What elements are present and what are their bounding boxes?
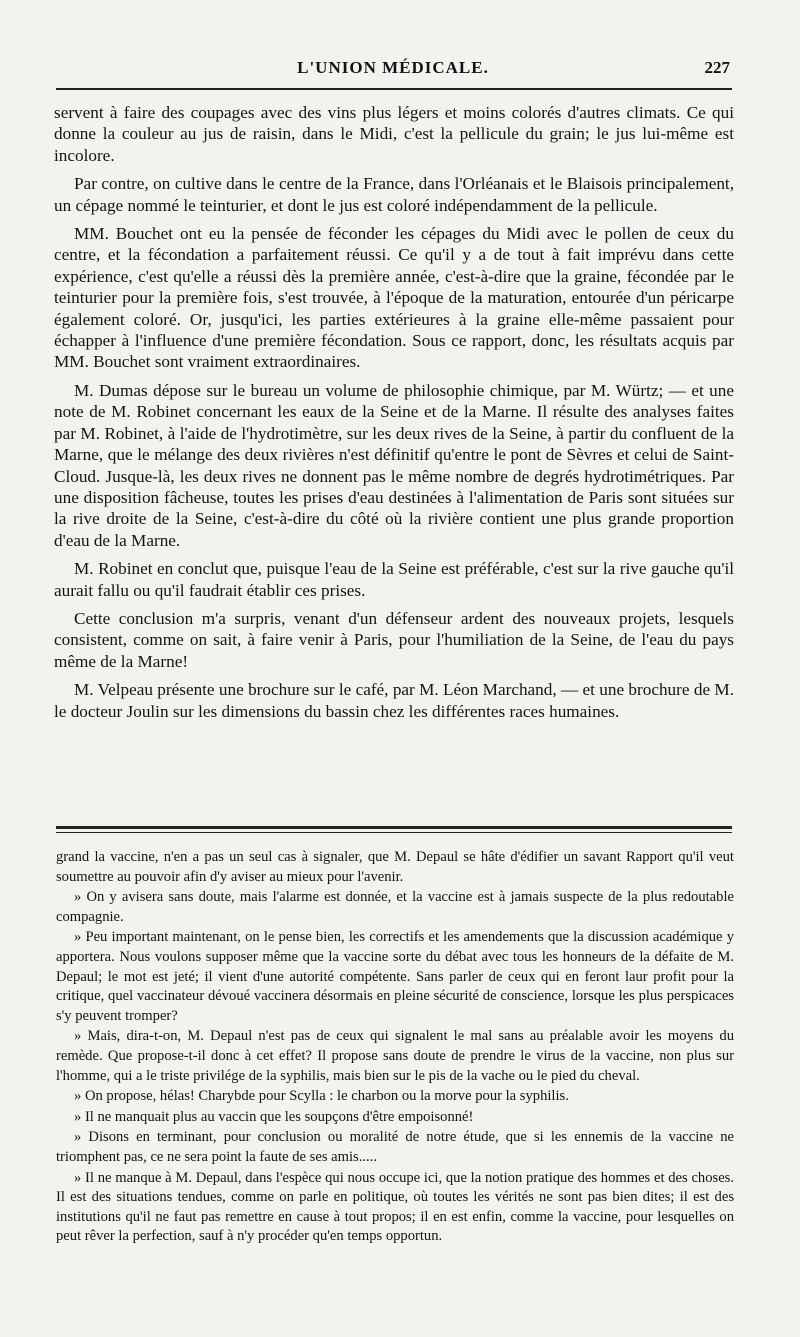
header-rule [56, 88, 732, 90]
paragraph: M. Robinet en conclut que, puisque l'eau de la Seine est préférable, c'est sur la rive gauche qu'il aurait fallu ou qu'il faudrait établir ces prises. [54, 559, 734, 600]
paragraph: » Disons en terminant, pour conclusion ou moralité de notre étude, que si les ennemis de la vaccine ne triomphent pas, ce ne sera point la faute de ses amis..... [56, 1129, 734, 1165]
paragraph: grand la vaccine, n'en a pas un seul cas à signaler, que M. Depaul se hâte d'édifier un savant Rapport qu'il veut soumettre au pouvoir afin d'y aviser au mieux pour l'avenir. [56, 849, 734, 885]
paragraph: M. Velpeau présente une brochure sur le café, par M. Léon Marchand, — et une brochure de M. le docteur Joulin sur les dimensions du bassin chez les différentes races humaines. [54, 680, 734, 721]
paragraph: » On y avisera sans doute, mais l'alarme est donnée, et la vaccine est à jamais suspecte de la plus redoutable compagnie. [56, 889, 734, 925]
main-text [54, 102, 734, 729]
feuilleton-text [56, 848, 734, 1248]
feuilleton-separator [56, 826, 732, 833]
paragraph: » Mais, dira-t-on, M. Depaul n'est pas de ceux qui signalent le mal sans au préalable avoir les moyens du remède. Que propose-t-il donc à cet effet? Il propose sans doute de prendre le virus de la vaccine, non plus sur l'homme, qui a le triste privilége de la syphilis, mais bien sur le pis de la vache ou le pied du cheval. [56, 1028, 734, 1084]
paragraph: Par contre, on cultive dans le centre de la France, dans l'Orléanais et le Blaisois principalement, un cépage nommé le teinturier, et dont le jus est coloré indépendamment de la pellicule. [54, 174, 734, 215]
running-title: L'UNION MÉDICALE. [297, 58, 489, 77]
paragraph: Cette conclusion m'a surpris, venant d'un défenseur ardent des nouveaux projets, lesquels consistent, comme on sait, à faire venir à Paris, pour l'humiliation de la Seine, de l'eau du pays même de la Marne! [54, 608, 734, 671]
running-header [56, 56, 730, 86]
paragraph: MM. Bouchet ont eu la pensée de féconder les cépages du Midi avec le pollen de ceux du centre, et la fécondation a parfaitement réussi. Ce qu'il y a de tout à fait imprévu dans cette expérience, c'est qu'elle a réussi dès la première année, c'est-à-dire que la graine, fécondée par le teinturier pour la première fois, s'est trouvée, à l'époque de la maturation, entourée d'un péricarpe également coloré. Or, jusqu'ici, les parties extérieures à la graine elle-même passaient pour échapper à l'influence d'une première fécondation. Sous ce rapport, donc, les résultats acquis par MM. Bouchet sont vraiment extraordinaires. [54, 224, 734, 372]
paragraph: » Il ne manque à M. Depaul, dans l'espèce qui nous occupe ici, que la notion pratique des hommes et des choses. Il est des situations tendues, comme on parle en politique, où toutes les vérités ne sont pas bien dites; il est des institutions qu'il ne faut pas remettre en cause à tout propos; il en est enfin, comme la vaccine, pour lesquelles on peut rêver la perfection, sauf à n'y procéder qu'en temps opportun. [56, 1169, 734, 1245]
paragraph: » Il ne manquait plus au vaccin que les soupçons d'être empoisonné! [74, 1108, 474, 1125]
paragraph: » Peu important maintenant, on le pense bien, les correctifs et les amendements que la discussion académique y apportera. Nous voulons supposer même que la vaccine sorte du débat avec tous les honneurs de la défaite de M. Depaul; le mot est jeté; il vient d'une autorité compétente. Sans parler de ceux qui en feront laur profit pour la critique, quel vaccinateur dévoué vaccinera désormais en pleine sécurité de conscience, lorsque les plus perspicaces s'y peuvent tromper? [56, 929, 734, 1024]
paragraph: » On propose, hélas! Charybde pour Scylla : le charbon ou la morve pour la syphilis. [74, 1088, 569, 1105]
page-number: 227 [704, 58, 730, 77]
paragraph: M. Dumas dépose sur le bureau un volume de philosophie chimique, par M. Würtz; — et une note de M. Robinet concernant les eaux de la Seine et de la Marne. Il résulte des analyses faites par M. Robinet, à l'aide de l'hydrotimètre, sur les deux rives de la Seine, à partir du confluent de la Marne, que le mélange des deux rivières n'est définitif qu'entre le pont de Sèvres et celui de Saint-Cloud. Jusque-là, les deux rives ne donnent pas le même nombre de degrés hydrotimétriques. Par une disposition fâcheuse, toutes les prises d'eau destinées à l'alimentation de Paris sont situées sur la rive droite de la Seine, c'est-à-dire du côté où la rivière contient une plus grande proportion d'eau de la Marne. [54, 380, 734, 550]
paragraph: servent à faire des coupages avec des vins plus légers et moins colorés d'autres climats. Ce qui donne la couleur au jus de raisin, dans le Midi, c'est la pellicule du grain; le jus lui-même est incolore. [54, 103, 734, 165]
